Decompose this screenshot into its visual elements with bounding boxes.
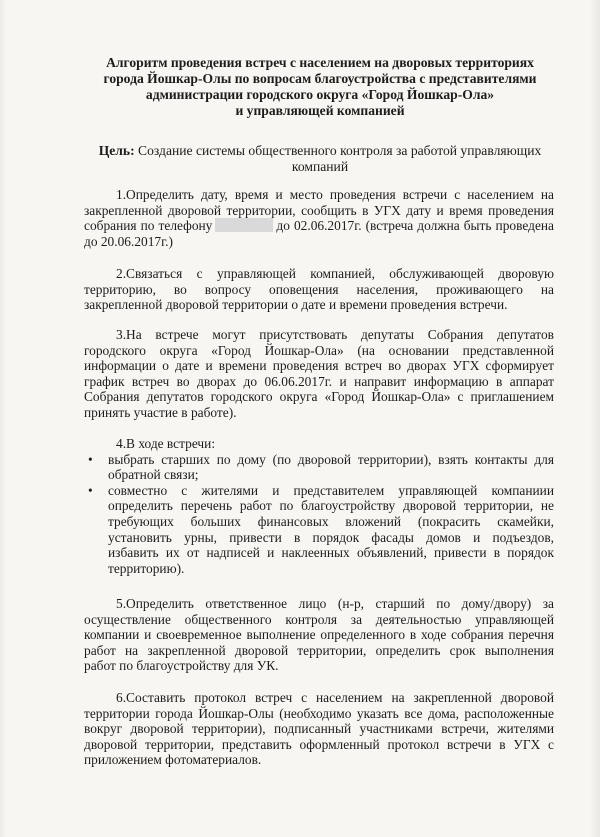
p5-line-2: осуществление общественного контроля за деятельностью управляющей [84,611,554,627]
bullet-2-line-2: определить перечень работ по благоустройству дворовой территории, не [108,498,554,514]
title-line-2: города Йошкар-Олы по вопросам благоустройства с представителями [103,71,537,86]
goal-text-line-1: Создание системы общественного контроля за работой управляющих [138,143,542,158]
p1-line-3a: собрания по телефону [84,218,213,234]
p3-line-5: Собрания депутатов городского округа «Город Йошкар-Ола» с приглашением [84,389,554,405]
p5-line-4: работ на закрепленной дворовой территории, определить срок выполнения [84,642,554,658]
bullet-2-line-6: территорию). [108,560,185,576]
bullet-1-line-1: выбрать старших по дому (по дворовой территории), взять контакты для [108,451,554,467]
p1-line-2: закрепленной дворовой территории, сообщить в УГХ дату и время проведения [84,202,554,218]
p1-line-1: 1.Определить дату, время и место проведения встречи с населением на [116,187,554,202]
p5-line-1: 5.Определить ответственное лицо (н-р, старший по дому/двору) за [116,596,554,611]
paragraph-1 [84,187,554,249]
p3-line-6: принять участие в работе). [84,404,237,420]
list-item [84,452,554,483]
bullet-icon: • [88,482,93,498]
p1-line-4: до 20.06.2017г.) [84,233,173,249]
p2-line-3: закрепленной дворовой территории о дате и времени проведения встречи. [84,297,508,313]
bullet-1-line-2: обратной связи; [108,467,199,483]
document-title [70,55,570,119]
p3-line-4: график встреч во дворах до 06.06.2017г. и направит информацию в аппарат [84,373,554,389]
p4-heading: 4.В ходе встречи: [116,436,216,451]
p3-line-1: 3.На встрече могут присутствовать депутаты Собрания депутатов [116,327,554,342]
p6-line-1: 6.Составить протокол встреч с населением на закрепленной дворовой [116,690,554,705]
title-line-1: Алгоритм проведения встреч с населением на дворовых территориях [106,55,534,70]
paragraph-6 [84,690,554,768]
list-item [84,483,554,577]
bullet-icon: • [88,451,93,467]
p3-line-2: городского округа «Город Йошкар-Ола» (на основании представленной [84,342,554,358]
title-line-4: и управляющей компанией [235,103,405,118]
bullet-2-line-5: избавить их от надписей и наклеенных объявлений, привести в порядок [108,545,554,561]
goal-text-line-2: компаний [291,159,349,174]
p6-line-3: вокруг дворовой территории), подписанный участниками встречи, жителями [84,721,554,737]
p5-line-5: работ по благоустройству для УК. [84,658,279,674]
p6-line-5: приложением фотоматериалов. [84,752,262,768]
goal-statement [70,143,570,175]
goal-label: Цель: [98,143,135,158]
paragraph-4 [84,436,554,576]
redacted-phone [215,218,273,232]
p3-line-3: информации о дате и времени проведения встреч во дворах УГХ сформирует [84,358,554,374]
p2-line-1: 2.Связаться с управляющей компанией, обслуживающей дворовую [116,266,554,281]
p6-line-4: дворовой территории, представить оформленный протокол встречи в УГХ с [84,736,554,752]
bullet-2-line-3: требующих больших финансовых вложений (покрасить скамейки, [108,513,554,529]
p6-line-2: территории города Йошкар-Олы (необходимо указать все дома, расположенные [84,705,554,721]
paragraph-5 [84,596,554,674]
bullet-2-line-4: установить урны, привести в порядок фасады домов и подъездов, [108,529,554,545]
p1-line-3 [84,218,554,234]
bullet-2-line-1: совместно с жителями и представителем управляющей компаниии [108,482,554,498]
p5-line-3: компании и своевременное выполнение определенного в ходе собрания перечня [84,627,554,643]
paragraph-3 [84,327,554,421]
p1-line-3b: до 02.06.2017г. (встреча должна быть проведена [276,218,554,234]
p2-line-2: территорию, во вопросу оповещения населения, проживающего на [84,281,554,297]
paragraph-2 [84,266,554,313]
title-line-3: администрации городского округа «Город Йошкар-Ола» [145,87,495,102]
